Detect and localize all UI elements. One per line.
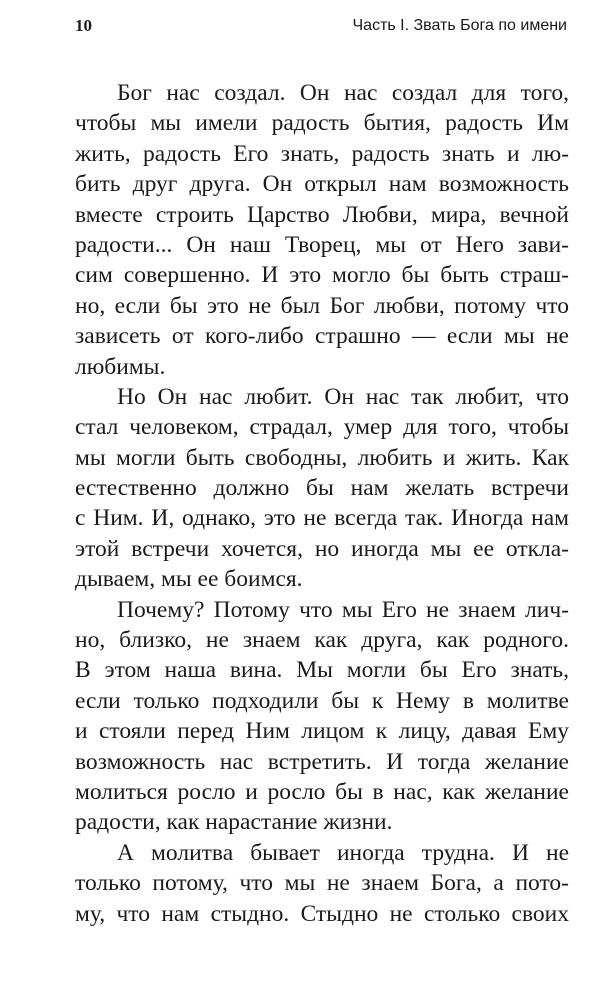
- paragraph: [75, 838, 569, 929]
- text-line: сим совершенно. И это могло бы быть страш-: [75, 262, 569, 289]
- text-line: если только подходили бы к Нему в молитве: [75, 687, 569, 714]
- text-line: му, что нам стыдно. Стыдно не столько своих: [75, 900, 569, 927]
- paragraph: [75, 595, 569, 838]
- text-line: вместе строить Царство Любви, мира, вечной: [75, 201, 569, 228]
- text-line: бить друг друга. Он открыл нам возможность: [75, 171, 569, 198]
- text-line: радости... Он наш Творец, мы от Него зави-: [75, 231, 569, 258]
- text-line: Бог нас создал. Он нас создал для того,: [117, 80, 569, 106]
- paragraph: [75, 78, 569, 382]
- text-line: естественно должно бы нам желать встречи: [75, 475, 569, 502]
- text-line: с Ним. И, однако, это не всегда так. Иногда нам: [75, 505, 569, 532]
- text-line: зависеть от кого-либо страшно — если мы не: [75, 323, 569, 350]
- text-line: возможность нас встретить. И тогда желание: [75, 748, 569, 775]
- text-line: и стояли перед Ним лицом к лицу, давая Ему: [75, 718, 569, 745]
- text-line: стал человеком, страдал, умер для того, чтобы: [75, 414, 569, 441]
- text-line: Но Он нас любит. Он нас так любит, что: [117, 383, 569, 410]
- text-line: но, если бы это не был Бог любви, потому что: [75, 292, 569, 319]
- running-head: Часть I. Звать Бога по имени: [352, 17, 567, 34]
- page-number: 10: [75, 16, 92, 35]
- paragraph: [75, 382, 569, 595]
- text-line: но, близко, не знаем как друга, как родного.: [75, 627, 569, 654]
- text-line: радости, как нарастание жизни.: [75, 809, 393, 836]
- text-line: этой встречи хочется, но иногда мы ее откла-: [75, 535, 569, 562]
- text-line: чтобы мы имели радость бытия, радость Им: [75, 110, 569, 137]
- body-text: [75, 78, 569, 929]
- text-line: А молитва бывает иногда трудна. И не: [117, 839, 569, 866]
- text-line: Почему? Потому что мы Его не знаем лич-: [117, 596, 569, 623]
- text-line: молиться росло и росло бы в нас, как желание: [75, 778, 569, 805]
- text-line: дываем, мы ее боимся.: [75, 566, 303, 593]
- text-line: мы могли быть свободны, любить и жить. Как: [75, 444, 569, 471]
- text-line: В этом наша вина. Мы могли бы Его знать,: [75, 657, 569, 684]
- text-line: любимы.: [75, 353, 166, 380]
- text-line: жить, радость Его знать, радость знать и лю-: [75, 140, 569, 167]
- page-header: [75, 14, 567, 38]
- text-line: только потому, что мы не знаем Бога, а пото-: [75, 870, 569, 897]
